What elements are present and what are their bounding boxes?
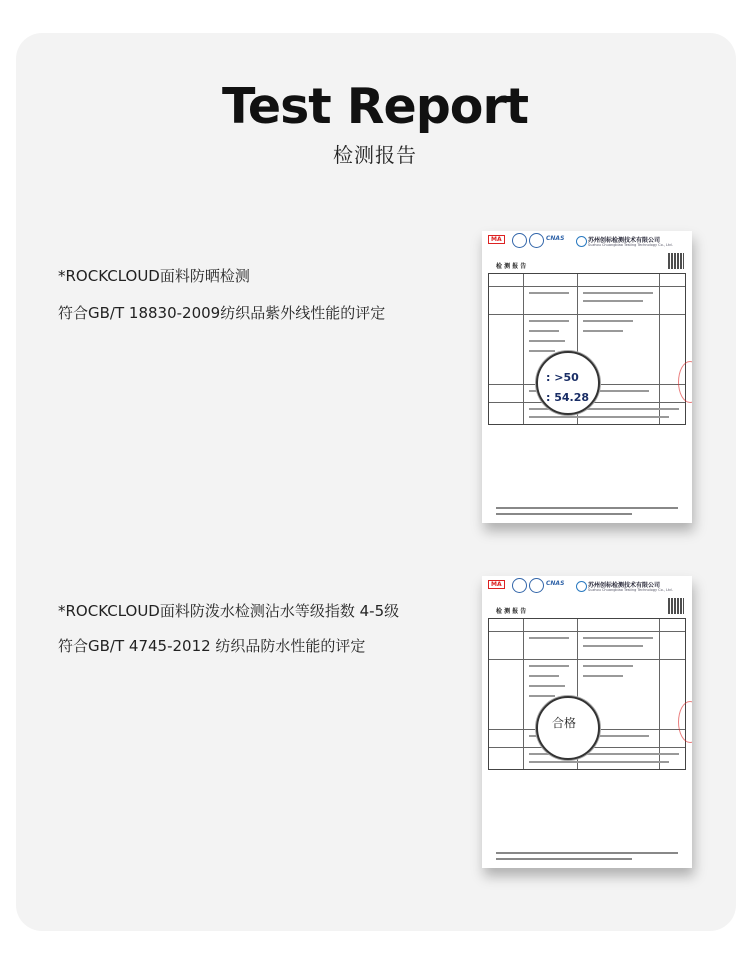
ilac-icon [512, 233, 527, 248]
org-logo-icon [576, 581, 587, 592]
org-name: 苏州创标检测技术有限公司 [588, 582, 661, 589]
org-name-en: Suzhou Chuangbiao Testing Technology Co., Ltd. [588, 243, 673, 247]
section-1-line-1: *ROCKCLOUD面料防晒检测 [58, 267, 250, 285]
cnas-logo: CNAS [546, 580, 565, 587]
test-report-image-2 [482, 576, 692, 868]
magnified-verdict: 合格 [552, 716, 577, 730]
magnifier-callout [536, 696, 600, 760]
section-1-line-2: 符合GB/T 18830-2009纺织品紫外线性能的评定 [58, 304, 386, 322]
cma-logo: MA [488, 235, 505, 244]
magnified-value-measured: : 54.28 [546, 391, 590, 404]
magnifier-callout [536, 351, 600, 415]
page-subtitle: 检测报告 [333, 143, 417, 167]
org-name-en: Suzhou Chuangbiao Testing Technology Co., Ltd. [588, 588, 673, 592]
test-report-image-1 [482, 231, 692, 523]
report-title: 检 测 报 告 [496, 263, 527, 270]
qr-code-icon [668, 598, 684, 614]
magnified-value-upf: : >50 [546, 371, 579, 384]
org-name: 苏州创标检测技术有限公司 [588, 237, 661, 244]
org-logo-icon [576, 236, 587, 247]
mra-icon [529, 578, 544, 593]
page-title: Test Report [221, 78, 529, 135]
section-2-line-1: *ROCKCLOUD面料防泼水检测沾水等级指数 4-5级 [58, 602, 400, 620]
cnas-logo: CNAS [546, 235, 565, 242]
report-title: 检 测 报 告 [496, 608, 527, 615]
ilac-icon [512, 578, 527, 593]
mra-icon [529, 233, 544, 248]
section-2-line-2: 符合GB/T 4745-2012 纺织品防水性能的评定 [58, 637, 366, 655]
qr-code-icon [668, 253, 684, 269]
cma-logo: MA [488, 580, 505, 589]
